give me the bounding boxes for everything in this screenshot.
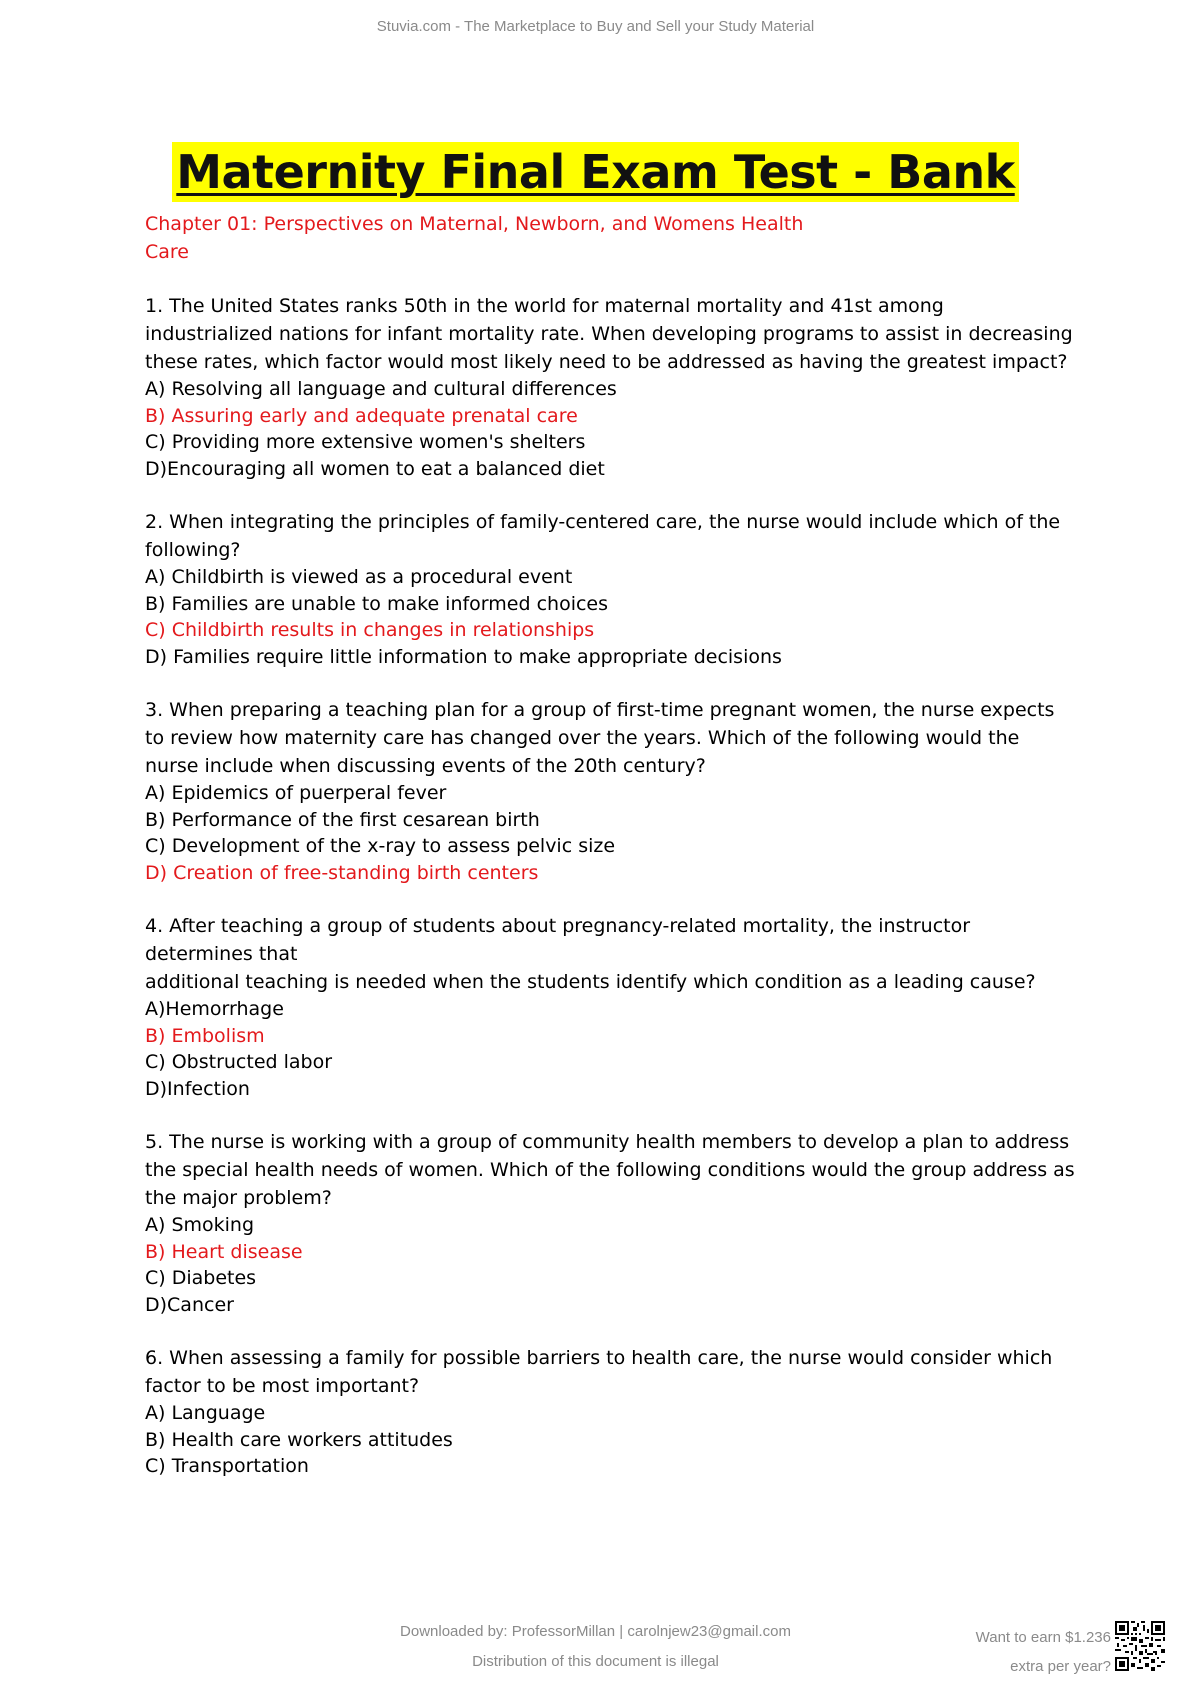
option-d-correct: D) Creation of free-standing birth centers bbox=[145, 861, 539, 884]
option-a: A) Language bbox=[145, 1402, 266, 1424]
option-d: D) Families require little information to make appropriate decisions bbox=[145, 645, 782, 668]
footer-downloaded-by: Downloaded by: ProfessorMillan | carolnjew23@gmail.com bbox=[400, 1623, 791, 1640]
document-title: Maternity Final Exam Test - Bank bbox=[172, 142, 1018, 202]
option-b-correct: B) Embolism bbox=[145, 1024, 265, 1047]
option-c: C) Transportation bbox=[145, 1455, 309, 1477]
option-d: D)Cancer bbox=[145, 1293, 234, 1316]
question-text: 2. When integrating the principles of family-centered care, the nurse would include which of the following? bbox=[145, 511, 1061, 561]
option-c: C) Diabetes bbox=[145, 1267, 257, 1289]
option-c-correct: C) Childbirth results in changes in relationships bbox=[145, 619, 595, 641]
question-text: 5. The nurse is working with a group of community health members to develop a plan to address the special health needs of women. Which of the following conditions would the group address as the major problem? bbox=[145, 1131, 1075, 1209]
promo-line-2: extra per year? bbox=[1010, 1658, 1111, 1675]
option-a: A) Epidemics of puerperal fever bbox=[145, 782, 447, 804]
option-a: A)Hemorrhage bbox=[145, 998, 284, 1020]
chapter-heading: Chapter 01: Perspectives on Maternal, Newborn, and Womens Health Care bbox=[145, 213, 804, 263]
question-5 bbox=[145, 1128, 1075, 1318]
title-wrap bbox=[0, 142, 1191, 202]
qr-code-icon[interactable] bbox=[1115, 1621, 1165, 1671]
question-2 bbox=[145, 508, 1075, 670]
question-6 bbox=[145, 1344, 1075, 1480]
option-b: B) Families are unable to make informed choices bbox=[145, 592, 609, 615]
promo-line-1: Want to earn $1.236 bbox=[975, 1629, 1111, 1646]
option-c: C) Development of the x-ray to assess pelvic size bbox=[145, 835, 616, 857]
option-c: C) Obstructed labor bbox=[145, 1051, 333, 1073]
option-d: D)Encouraging all women to eat a balanced diet bbox=[145, 457, 605, 480]
option-a: A) Childbirth is viewed as a procedural event bbox=[145, 566, 573, 588]
question-text: 1. The United States ranks 50th in the world for maternal mortality and 41st among industrialized nations for infant mortality rate. When developing programs to assist in decreasing these rates, which factor would most likely need to be addressed as having the greatest impact? bbox=[145, 295, 1073, 373]
option-a: A) Resolving all language and cultural differences bbox=[145, 378, 617, 400]
question-1 bbox=[145, 292, 1075, 482]
content bbox=[145, 210, 1075, 1506]
page-header: Stuvia.com - The Marketplace to Buy and Sell your Study Material bbox=[376, 18, 815, 35]
question-text-continued: additional teaching is needed when the students identify which condition as a leading cause? bbox=[145, 971, 1036, 993]
option-b: B) Health care workers attitudes bbox=[145, 1428, 453, 1451]
option-a: A) Smoking bbox=[145, 1214, 255, 1236]
footer-distribution-notice: Distribution of this document is illegal bbox=[472, 1653, 719, 1670]
question-4 bbox=[145, 912, 1075, 1102]
option-c: C) Providing more extensive women's shelters bbox=[145, 431, 586, 453]
question-3 bbox=[145, 696, 1075, 886]
option-d: D)Infection bbox=[145, 1077, 250, 1100]
option-b: B) Performance of the first cesarean birth bbox=[145, 808, 540, 831]
question-text: 4. After teaching a group of students about pregnancy-related mortality, the instructor determines that bbox=[145, 915, 971, 965]
question-text: 6. When assessing a family for possible barriers to health care, the nurse would consider which factor to be most important? bbox=[145, 1347, 1053, 1397]
earn-promo[interactable] bbox=[976, 1623, 1111, 1681]
option-b-correct: B) Heart disease bbox=[145, 1240, 303, 1263]
question-text: 3. When preparing a teaching plan for a group of first-time pregnant women, the nurse expects to review how maternity care has changed over the years. Which of the following would the nurse include when discussing events of the 20th century? bbox=[145, 699, 1055, 777]
option-b-correct: B) Assuring early and adequate prenatal care bbox=[145, 404, 578, 427]
